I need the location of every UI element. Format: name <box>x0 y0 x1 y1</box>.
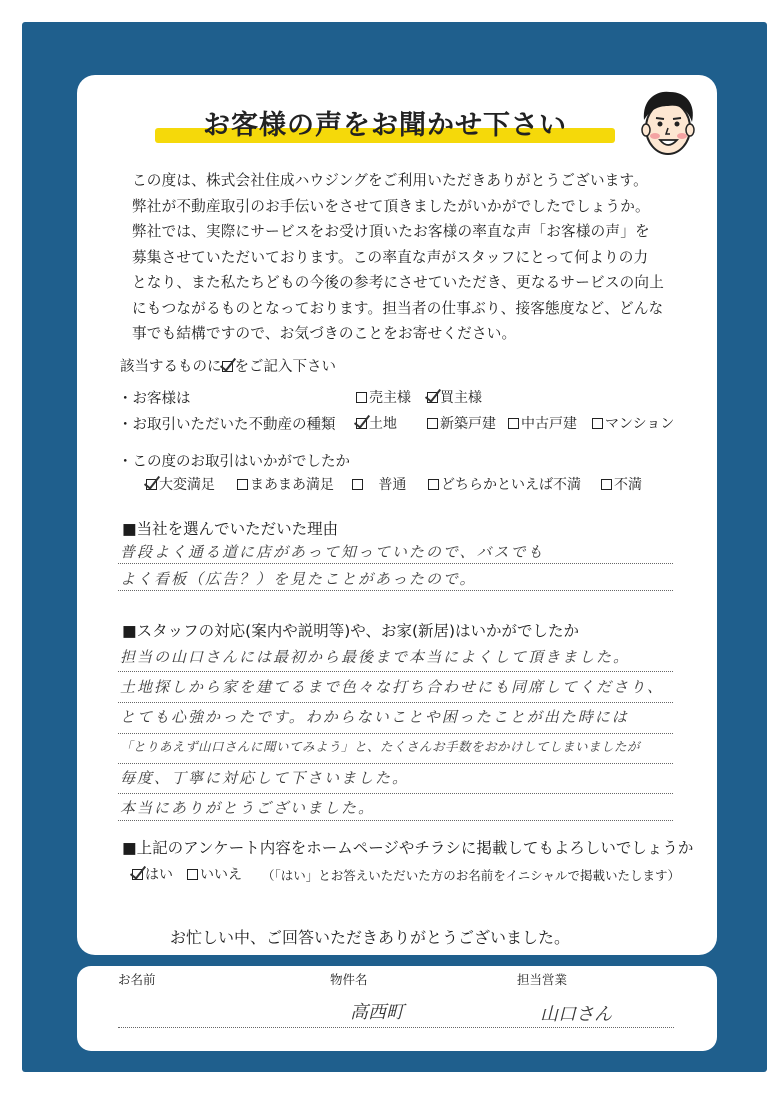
staff-answer-line: 「とりあえず山口さんに聞いてみよう」と、たくさんお手数をおかけしてしまいましたが <box>120 739 641 754</box>
intro-line: 事でも結構ですので、お気づきのことをお寄せください。 <box>132 325 517 342</box>
option-mansion-label: マンション <box>605 416 675 432</box>
check-instruction <box>120 355 336 376</box>
answer-line-divider <box>118 590 673 591</box>
intro-line: この度は、株式会社住成ハウジングをご利用いただきありがとうございます。 <box>132 172 648 189</box>
checkbox-publish-no[interactable] <box>187 869 198 880</box>
answer-line-divider <box>118 702 673 703</box>
staff-answer-line: 土地探しから家を建てるまで色々な打ち合わせにも同席してくださり、 <box>120 678 665 696</box>
option-land[interactable] <box>356 413 397 433</box>
option-publish-no[interactable] <box>187 864 242 884</box>
name-label: お名前 <box>118 972 156 987</box>
publish-heading: ■ 上記のアンケート内容をホームページやチラシに掲載してもよろしいでしょうか <box>122 836 693 858</box>
option-land-label: 土地 <box>369 416 397 432</box>
option-somewhat-dissatisfied[interactable] <box>428 474 581 494</box>
option-dissatisfied-label: 不満 <box>614 477 642 493</box>
checkbox-seller[interactable] <box>356 392 367 403</box>
reason-heading: ■ 当社を選んでいただいた理由 <box>122 517 338 539</box>
option-buyer[interactable] <box>427 387 482 407</box>
option-very-satisfied[interactable] <box>146 474 215 494</box>
title-block <box>155 103 615 147</box>
option-neutral-label: 普通 <box>378 477 407 493</box>
customer-type-label: ・ お客様は <box>118 387 191 408</box>
page-title: お客様の声をお聞かせ下さい <box>203 110 567 141</box>
staff-heading: ■ スタッフの対応(案内や説明等)や、お家(新居)はいかがでしたか <box>122 619 579 641</box>
checkbox-new-house[interactable] <box>427 418 438 429</box>
checkbox-used-house[interactable] <box>508 418 519 429</box>
checkbox-land[interactable] <box>356 418 367 429</box>
answer-line-divider <box>118 763 673 764</box>
option-very-satisfied-label: 大変満足 <box>159 477 215 493</box>
check-instruction-pre: 該当するものに <box>120 359 222 375</box>
checkbox-somewhat-dissatisfied[interactable] <box>428 479 439 490</box>
mascot-face-icon <box>628 84 708 164</box>
staff-answer-line: 本当にありがとうございました。 <box>120 799 376 817</box>
intro-line: 募集させていただいております。この率直な声がスタッフにとって何よりの力 <box>132 248 649 266</box>
staff-answer-line: 毎度、丁寧に対応して下さいました。 <box>120 769 410 787</box>
option-new-house[interactable] <box>427 413 496 433</box>
option-publish-no-label: いいえ <box>200 867 242 883</box>
staff-answer-line: 担当の山口さんには最初から最後まで本当によくして頂きました。 <box>120 648 631 666</box>
answer-line-divider <box>118 820 673 821</box>
property-type-label: ・ お取引いただいた不動産の種類 <box>118 413 336 434</box>
reason-answer-line: よく看板（広告？）を見たことがあったので。 <box>120 570 477 588</box>
checkbox-mansion[interactable] <box>592 418 603 429</box>
option-fairly-satisfied-label: まあまあ満足 <box>250 477 334 493</box>
answer-line-divider <box>118 563 673 564</box>
property-value[interactable]: 高西町 <box>350 1002 404 1023</box>
option-new-house-label: 新築戸建 <box>440 416 496 432</box>
option-dissatisfied[interactable] <box>601 474 642 494</box>
option-neutral[interactable] <box>352 474 406 494</box>
checkbox-very-satisfied[interactable] <box>146 479 157 490</box>
option-seller[interactable] <box>356 387 411 407</box>
checkbox-neutral[interactable] <box>352 479 363 490</box>
intro-text <box>132 168 692 347</box>
option-mansion[interactable] <box>592 413 674 433</box>
intro-line: 弊社では、実際にサービスをお受け頂いたお客様の率直な声「お客様の声」を <box>132 223 650 240</box>
option-seller-label: 売主様 <box>369 390 411 406</box>
signature-line <box>118 1027 674 1028</box>
property-label: 物件名 <box>330 972 368 987</box>
answer-line-divider <box>118 671 673 672</box>
staff-label: 担当営業 <box>517 972 568 987</box>
option-somewhat-dissatisfied-label: どちらかといえば不満 <box>441 477 581 493</box>
option-publish-yes-label: はい <box>145 867 173 883</box>
checkbox-buyer[interactable] <box>427 392 438 403</box>
option-used-house-label: 中古戸建 <box>521 416 577 432</box>
option-used-house[interactable] <box>508 413 577 433</box>
check-instruction-post: をご記入下さい <box>234 359 336 375</box>
intro-line: にもつながるものとなっております。担当者の仕事ぶり、接客態度など、どんな <box>132 299 664 317</box>
intro-line: となり、また私たちどもの今後の参考にさせていただき、更なるサービスの向上 <box>132 274 664 291</box>
option-publish-yes[interactable] <box>132 864 173 884</box>
answer-line-divider <box>118 793 673 794</box>
satisfaction-label: ・ この度のお取引はいかがでしたか <box>118 450 350 471</box>
checkbox-publish-yes[interactable] <box>132 869 143 880</box>
closing-message: お忙しい中、ご回答いただきありがとうございました。 <box>170 928 571 947</box>
staff-answer-line: とても心強かったです。わからないことや困ったことが出た時には <box>120 708 629 726</box>
answer-line-divider <box>118 733 673 734</box>
checkbox-dissatisfied[interactable] <box>601 479 612 490</box>
checkbox-fairly-satisfied[interactable] <box>237 479 248 490</box>
reason-answer-line: 普段よく通る道に店があって知っていたので、バスでも <box>120 543 545 561</box>
staff-value[interactable]: 山口さん <box>540 1004 612 1025</box>
option-fairly-satisfied[interactable] <box>237 474 334 494</box>
publish-note: （「はい」とお答えいただいた方のお名前をイニシャルで掲載いたします） <box>262 868 681 883</box>
option-buyer-label: 買主様 <box>440 390 482 406</box>
checkbox-sample-icon <box>222 361 233 372</box>
intro-line: 弊社が不動産取引のお手伝いをさせて頂きましたがいかがでしたでしょうか。 <box>132 197 650 215</box>
